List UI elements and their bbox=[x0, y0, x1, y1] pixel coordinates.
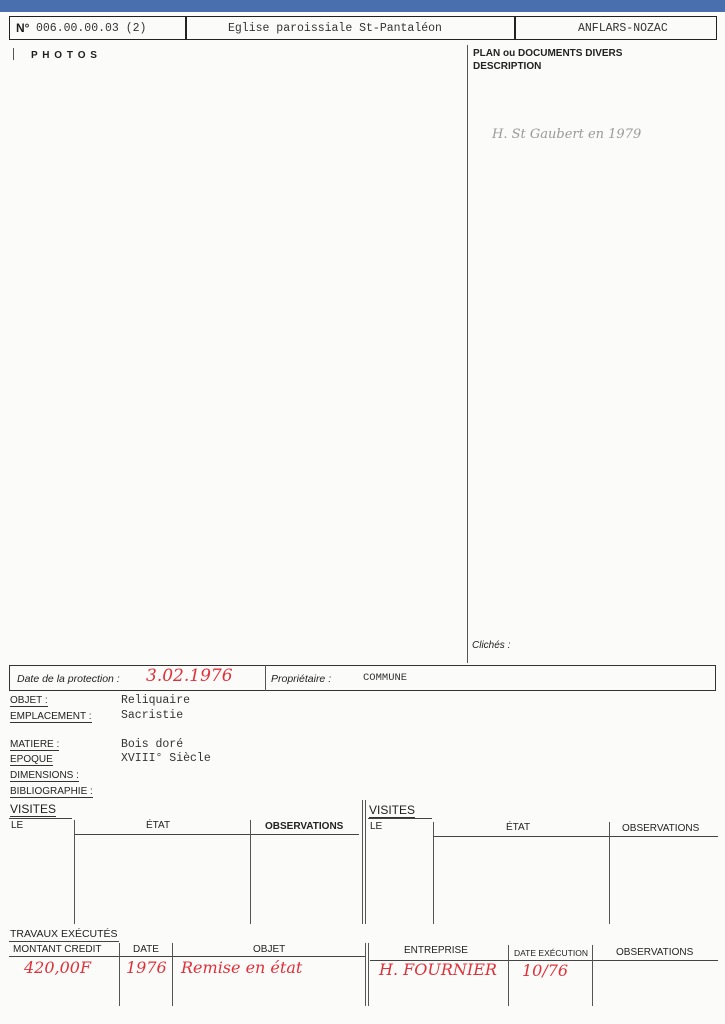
visites-center-divider bbox=[365, 800, 366, 924]
visites-col-etat-right: ÉTAT bbox=[506, 822, 531, 833]
field-value-emplacement: Sacristie bbox=[121, 709, 184, 722]
field-label-emplacement: EMPLACEMENT : bbox=[10, 711, 92, 722]
photos-label: P H O T O S bbox=[31, 50, 98, 61]
travaux-entreprise-value: H. FOURNIER bbox=[379, 960, 497, 979]
scan-top-band bbox=[0, 0, 725, 12]
number-prefix: N° bbox=[16, 21, 30, 35]
photos-plan-divider bbox=[467, 45, 468, 663]
travaux-date-exec-value: 10/76 bbox=[522, 961, 569, 980]
inventory-number: 006.00.00.03 (2) bbox=[36, 22, 147, 35]
header-divider bbox=[514, 16, 516, 40]
travaux-title-rule bbox=[9, 941, 119, 942]
travaux-col-sep bbox=[508, 945, 509, 1006]
travaux-title: TRAVAUX EXÉCUTÉS bbox=[10, 928, 118, 940]
visites-title-left: VISITES bbox=[10, 802, 57, 816]
protection-date-label: Date de la protection : bbox=[17, 673, 120, 685]
visites-col-etat-left: ÉTAT bbox=[146, 820, 171, 831]
travaux-col-sep bbox=[172, 943, 173, 1006]
owner-label: Propriétaire : bbox=[271, 673, 332, 685]
header-divider bbox=[185, 16, 187, 40]
field-label-epoque: EPOQUE bbox=[10, 754, 53, 765]
field-value-objet: Reliquaire bbox=[121, 694, 191, 707]
travaux-col-montant: MONTANT CREDIT bbox=[13, 944, 102, 955]
visites-col-obs-left: OBSERVATIONS bbox=[265, 821, 344, 832]
visites-le-rule-left bbox=[9, 818, 72, 819]
field-label-dimensions: DIMENSIONS : bbox=[10, 770, 79, 781]
travaux-col-date: DATE bbox=[133, 944, 159, 955]
field-value-matiere: Bois doré bbox=[121, 738, 184, 751]
visites-col-le-right: LE bbox=[370, 821, 383, 832]
field-value-epoque: XVIII° Siècle bbox=[121, 752, 211, 765]
travaux-col-sep bbox=[592, 945, 593, 1006]
visites-le-rule-right bbox=[368, 818, 432, 819]
travaux-col-date-exec: DATE EXÉCUTION bbox=[514, 948, 588, 958]
visites-col-sep-left-1 bbox=[74, 820, 75, 924]
visites-col-le-left: LE bbox=[11, 820, 24, 831]
travaux-col-objet: OBJET bbox=[253, 944, 286, 955]
description-title: DESCRIPTION bbox=[473, 61, 542, 72]
photos-tick bbox=[13, 48, 14, 60]
visites-col-obs-right: OBSERVATIONS bbox=[622, 823, 700, 834]
visites-col-sep-right-2 bbox=[609, 822, 610, 924]
travaux-col-observations: OBSERVATIONS bbox=[616, 947, 694, 958]
commune-name: ANFLARS-NOZAC bbox=[578, 22, 668, 35]
building-name: Eglise paroissiale St-Pantaléon bbox=[228, 22, 442, 35]
visites-header-rule-right bbox=[434, 836, 718, 837]
visites-col-sep-right-1 bbox=[433, 822, 434, 924]
travaux-col-entreprise: ENTREPRISE bbox=[404, 945, 468, 956]
travaux-objet-value: Remise en état bbox=[181, 958, 303, 977]
field-label-matiere: MATIERE : bbox=[10, 739, 60, 750]
plan-title: PLAN ou DOCUMENTS DIVERS bbox=[473, 48, 623, 59]
travaux-col-sep bbox=[368, 943, 369, 1006]
visites-col-sep-left-2 bbox=[250, 820, 251, 924]
field-label-objet: OBJET : bbox=[10, 695, 48, 706]
travaux-montant-value: 420,00F bbox=[24, 958, 92, 977]
protection-divider bbox=[265, 665, 266, 691]
pencil-note: H. St Gaubert en 1979 bbox=[492, 127, 642, 142]
cliches-label: Clichés : bbox=[472, 640, 511, 651]
visites-header-rule-left bbox=[75, 834, 359, 835]
visites-center-divider bbox=[362, 800, 363, 924]
visites-title-right: VISITES bbox=[369, 803, 416, 817]
protection-date-value: 3.02.1976 bbox=[146, 666, 233, 686]
travaux-date-value: 1976 bbox=[126, 958, 167, 977]
travaux-col-sep bbox=[365, 943, 366, 1006]
field-label-bibliographie: BIBLIOGRAPHIE : bbox=[10, 786, 93, 797]
owner-value: COMMUNE bbox=[363, 672, 408, 684]
travaux-col-sep bbox=[119, 943, 120, 1006]
